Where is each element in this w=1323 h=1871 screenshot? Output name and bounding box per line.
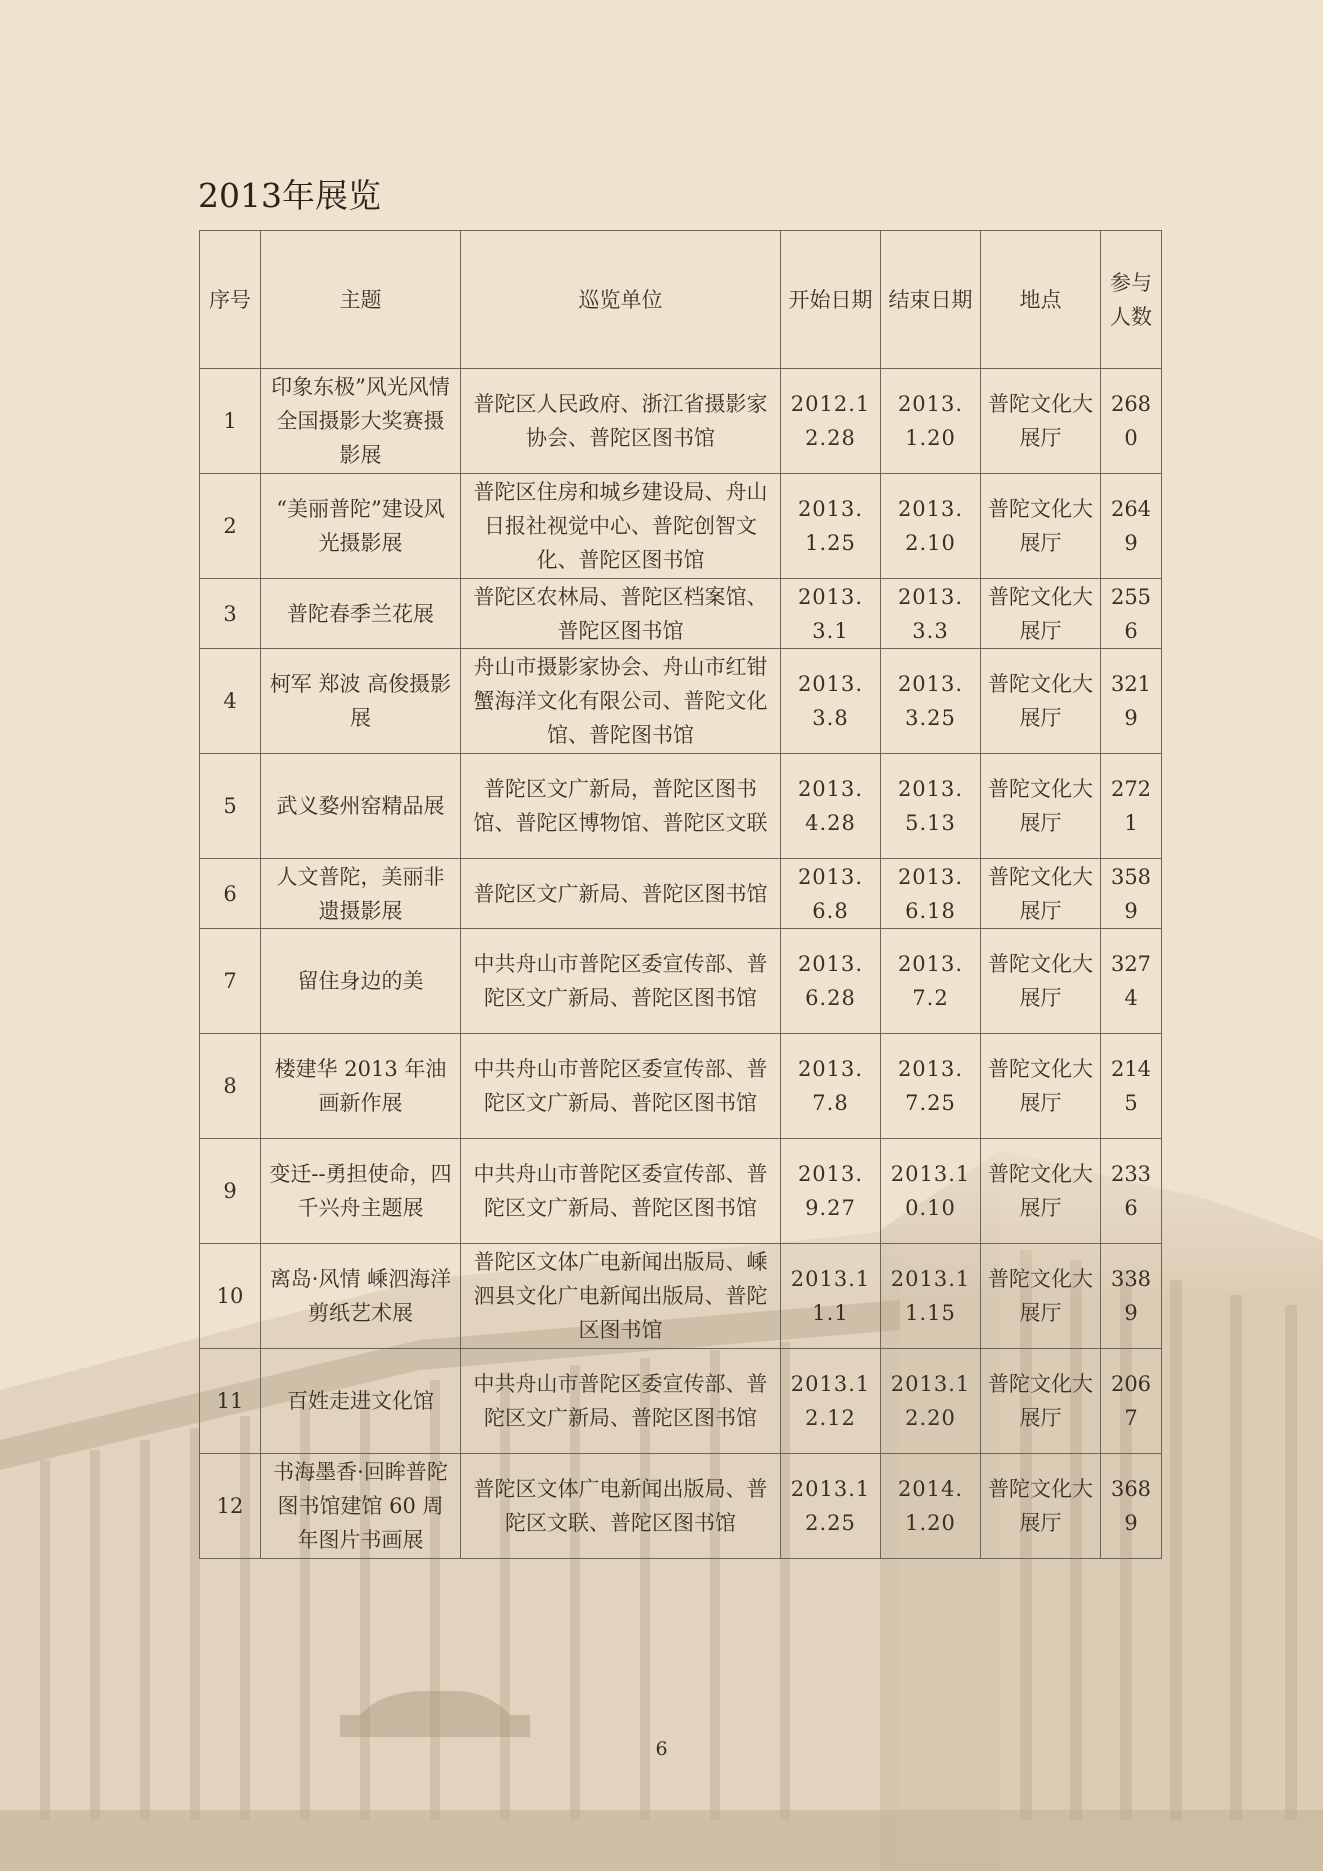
table-row	[200, 649, 1162, 754]
cell-organizer: 普陀区住房和城乡建设局、舟山日报社视觉中心、普陀创智文化、普陀区图书馆	[461, 474, 781, 579]
cell-theme: 柯军 郑波 高俊摄影展	[261, 649, 461, 754]
table-row	[200, 579, 1162, 649]
cell-theme: 人文普陀，美丽非遗摄影展	[261, 859, 461, 929]
cell-theme: 变迁--勇担使命，四千兴舟主题展	[261, 1139, 461, 1244]
page-number: 6	[655, 1738, 668, 1760]
cell-location: 普陀文化大展厅	[981, 754, 1101, 859]
cell-start-date: 2013.1.25	[781, 474, 881, 579]
cell-organizer: 普陀区文广新局，普陀区图书馆、普陀区博物馆、普陀区文联	[461, 754, 781, 859]
cell-organizer: 中共舟山市普陀区委宣传部、普陀区文广新局、普陀区图书馆	[461, 1139, 781, 1244]
header-theme: 主题	[261, 231, 461, 369]
cell-attendance: 3219	[1101, 649, 1162, 754]
cell-end-date: 2013.2.10	[881, 474, 981, 579]
cell-attendance: 2721	[1101, 754, 1162, 859]
cell-theme: “美丽普陀”建设风光摄影展	[261, 474, 461, 579]
cell-no: 5	[200, 754, 261, 859]
cell-end-date: 2013.12.20	[881, 1349, 981, 1454]
table-row	[200, 929, 1162, 1034]
cell-attendance: 2556	[1101, 579, 1162, 649]
cell-attendance: 3589	[1101, 859, 1162, 929]
cell-organizer: 普陀区文广新局、普陀区图书馆	[461, 859, 781, 929]
cell-start-date: 2013.12.12	[781, 1349, 881, 1454]
cell-location: 普陀文化大展厅	[981, 579, 1101, 649]
cell-no: 7	[200, 929, 261, 1034]
cell-end-date: 2013.7.25	[881, 1034, 981, 1139]
cell-organizer: 中共舟山市普陀区委宣传部、普陀区文广新局、普陀区图书馆	[461, 929, 781, 1034]
cell-attendance: 3389	[1101, 1244, 1162, 1349]
cell-no: 6	[200, 859, 261, 929]
cell-theme: 普陀春季兰花展	[261, 579, 461, 649]
cell-no: 4	[200, 649, 261, 754]
table-row	[200, 474, 1162, 579]
cell-start-date: 2013.3.1	[781, 579, 881, 649]
cell-no: 1	[200, 369, 261, 474]
cell-location: 普陀文化大展厅	[981, 1349, 1101, 1454]
cell-no: 10	[200, 1244, 261, 1349]
cell-organizer: 中共舟山市普陀区委宣传部、普陀区文广新局、普陀区图书馆	[461, 1034, 781, 1139]
cell-end-date: 2013.7.2	[881, 929, 981, 1034]
cell-start-date: 2013.7.8	[781, 1034, 881, 1139]
header-location: 地点	[981, 231, 1101, 369]
cell-attendance: 2336	[1101, 1139, 1162, 1244]
header-organizer: 巡览单位	[461, 231, 781, 369]
cell-location: 普陀文化大展厅	[981, 929, 1101, 1034]
cell-start-date: 2013.9.27	[781, 1139, 881, 1244]
cell-organizer: 普陀区人民政府、浙江省摄影家协会、普陀区图书馆	[461, 369, 781, 474]
table-row	[200, 754, 1162, 859]
cell-end-date: 2013.6.18	[881, 859, 981, 929]
table-row	[200, 1034, 1162, 1139]
cell-start-date: 2013.4.28	[781, 754, 881, 859]
cell-theme: 印象东极”风光风情全国摄影大奖赛摄影展	[261, 369, 461, 474]
cell-end-date: 2013.3.3	[881, 579, 981, 649]
table-row	[200, 1349, 1162, 1454]
cell-end-date: 2013.3.25	[881, 649, 981, 754]
cell-location: 普陀文化大展厅	[981, 859, 1101, 929]
cell-no: 12	[200, 1454, 261, 1559]
cell-end-date: 2013.1.20	[881, 369, 981, 474]
table-header-row	[200, 231, 1162, 369]
cell-no: 11	[200, 1349, 261, 1454]
table-row	[200, 1139, 1162, 1244]
cell-end-date: 2013.10.10	[881, 1139, 981, 1244]
cell-organizer: 舟山市摄影家协会、舟山市红钳蟹海洋文化有限公司、普陀文化馆、普陀图书馆	[461, 649, 781, 754]
cell-theme: 武义婺州窑精品展	[261, 754, 461, 859]
cell-start-date: 2013.12.25	[781, 1454, 881, 1559]
cell-organizer: 普陀区文体广电新闻出版局、嵊泗县文化广电新闻出版局、普陀区图书馆	[461, 1244, 781, 1349]
cell-location: 普陀文化大展厅	[981, 1454, 1101, 1559]
cell-attendance: 2649	[1101, 474, 1162, 579]
cell-attendance: 2680	[1101, 369, 1162, 474]
header-end-date: 结束日期	[881, 231, 981, 369]
cell-theme: 百姓走进文化馆	[261, 1349, 461, 1454]
cell-end-date: 2013.5.13	[881, 754, 981, 859]
cell-theme: 离岛·风情 嵊泗海洋剪纸艺术展	[261, 1244, 461, 1349]
cell-no: 2	[200, 474, 261, 579]
cell-organizer: 普陀区农林局、普陀区档案馆、普陀区图书馆	[461, 579, 781, 649]
cell-organizer: 普陀区文体广电新闻出版局、普陀区文联、普陀区图书馆	[461, 1454, 781, 1559]
cell-theme: 楼建华 2013 年油画新作展	[261, 1034, 461, 1139]
cell-end-date: 2013.11.15	[881, 1244, 981, 1349]
cell-location: 普陀文化大展厅	[981, 1034, 1101, 1139]
cell-organizer: 中共舟山市普陀区委宣传部、普陀区文广新局、普陀区图书馆	[461, 1349, 781, 1454]
cell-location: 普陀文化大展厅	[981, 649, 1101, 754]
cell-attendance: 2145	[1101, 1034, 1162, 1139]
exhibition-table	[199, 230, 1162, 1559]
table-row	[200, 859, 1162, 929]
cell-no: 8	[200, 1034, 261, 1139]
header-no: 序号	[200, 231, 261, 369]
header-start-date: 开始日期	[781, 231, 881, 369]
cell-location: 普陀文化大展厅	[981, 474, 1101, 579]
cell-attendance: 3689	[1101, 1454, 1162, 1559]
cell-location: 普陀文化大展厅	[981, 1244, 1101, 1349]
table-row	[200, 1244, 1162, 1349]
cell-start-date: 2013.3.8	[781, 649, 881, 754]
cell-theme: 书海墨香·回眸普陀图书馆建馆 60 周年图片书画展	[261, 1454, 461, 1559]
cell-attendance: 2067	[1101, 1349, 1162, 1454]
cell-no: 9	[200, 1139, 261, 1244]
cell-theme: 留住身边的美	[261, 929, 461, 1034]
cell-start-date: 2013.6.28	[781, 929, 881, 1034]
cell-location: 普陀文化大展厅	[981, 369, 1101, 474]
cell-start-date: 2013.6.8	[781, 859, 881, 929]
cell-start-date: 2012.12.28	[781, 369, 881, 474]
cell-end-date: 2014.1.20	[881, 1454, 981, 1559]
table-row	[200, 1454, 1162, 1559]
cell-start-date: 2013.11.1	[781, 1244, 881, 1349]
cell-attendance: 3274	[1101, 929, 1162, 1034]
table-row	[200, 369, 1162, 474]
page-title: 2013年展览	[198, 176, 381, 215]
cell-location: 普陀文化大展厅	[981, 1139, 1101, 1244]
header-attendance: 参与人数	[1101, 231, 1162, 369]
cell-no: 3	[200, 579, 261, 649]
